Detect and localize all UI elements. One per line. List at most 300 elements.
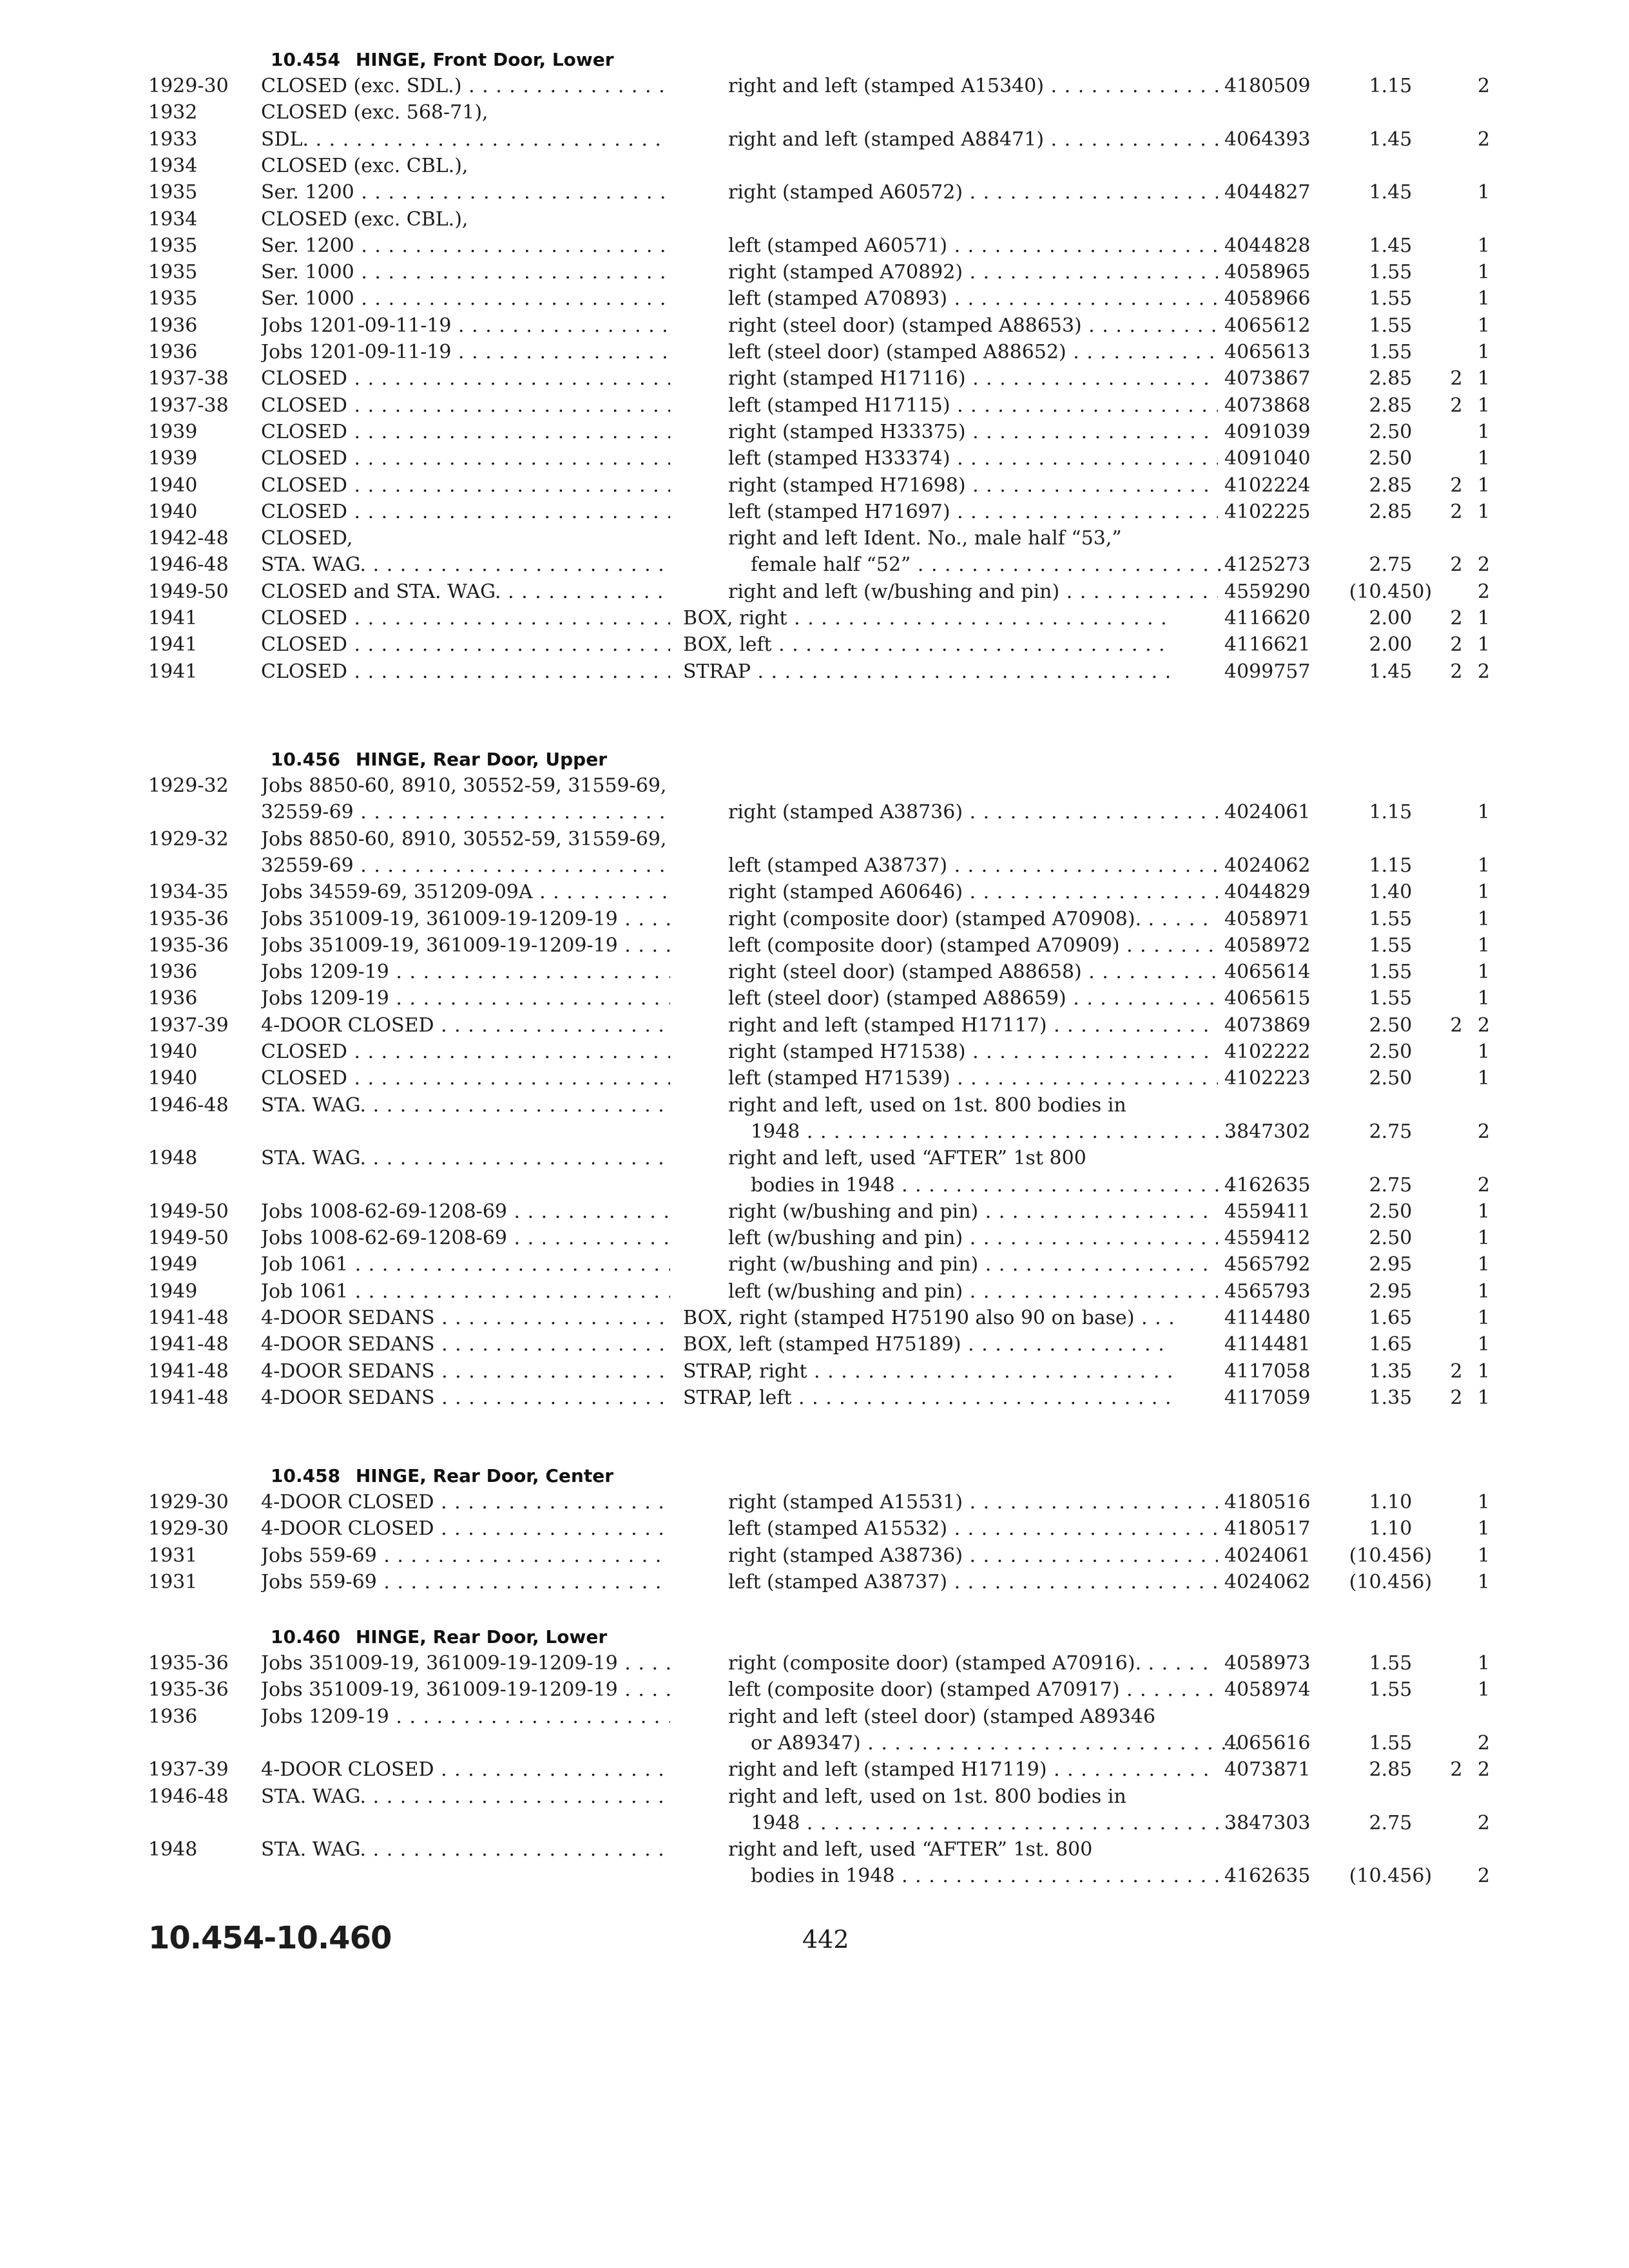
price-cell-text: (10.456) (1349, 1570, 1432, 1593)
year-cell-text: 1941-48 (148, 1360, 229, 1383)
price-cell (1342, 446, 1439, 472)
section-title: HINGE, Rear Door, Upper (355, 749, 608, 770)
quantity-cell (1469, 260, 1498, 285)
quantity-cell (1469, 1490, 1498, 1515)
description-cell (728, 1225, 1218, 1251)
application-cell-text: Jobs 1008-62-69-1208-69 (261, 1200, 507, 1223)
quantity-cell (1469, 286, 1498, 312)
part-number-cell (1224, 1570, 1340, 1595)
part-number-cell-text: 3847303 (1224, 1811, 1311, 1834)
year-cell-text: 1941-48 (148, 1333, 229, 1356)
price-cell-text: 1.45 (1369, 181, 1412, 204)
quantity-cell-text: 2 (1450, 1360, 1463, 1383)
application-cell (261, 1570, 670, 1595)
quantity-cell-text: 2 (1477, 580, 1490, 603)
year-cell-text: 1946-48 (148, 1093, 229, 1117)
quantity-cell-text: 1 (1477, 1333, 1490, 1356)
price-cell-text: 1.10 (1369, 1491, 1412, 1514)
year-cell (148, 153, 258, 179)
price-cell-text: 2.00 (1369, 607, 1412, 629)
description-cell (728, 1066, 1218, 1091)
price-cell-text: 2.85 (1369, 394, 1412, 417)
part-number-cell-text: 4162635 (1224, 1865, 1311, 1888)
part-number-cell (1224, 1305, 1340, 1331)
parts-row (148, 1784, 1514, 1811)
quantity-cell-text: 1 (1477, 633, 1490, 657)
description-cell-text: right (w/bushing and pin) (728, 1253, 979, 1276)
quantity-cell (1443, 552, 1469, 578)
quantity-cell (1469, 1811, 1498, 1836)
part-number-cell (1224, 366, 1340, 392)
part-number-cell-text: 4180509 (1224, 75, 1311, 97)
application-cell-text: STA. WAG. (261, 1838, 367, 1861)
year-cell-text: 1949 (148, 1253, 198, 1276)
part-number-cell-text: 4565792 (1224, 1253, 1311, 1276)
quantity-cell-text: 1 (1477, 1227, 1490, 1250)
application-cell-text: CLOSED (261, 394, 347, 417)
price-cell-text: 2.85 (1369, 367, 1412, 390)
parts-row (148, 853, 1514, 880)
description-cell (728, 73, 1218, 99)
year-cell-text: 1936 (148, 987, 198, 1010)
price-cell (1342, 1516, 1439, 1542)
application-cell-text: 4-DOOR CLOSED (261, 1517, 434, 1541)
year-cell-text: 1942-48 (148, 527, 229, 550)
description-cell (728, 1490, 1218, 1515)
year-cell (148, 606, 258, 631)
description-cell (728, 1837, 1218, 1863)
price-cell-text: (10.456) (1349, 1865, 1432, 1888)
section-number: 10.454 (271, 49, 341, 70)
description-cell-text: left (stamped H17115) (728, 394, 950, 417)
description-cell (751, 1811, 1240, 1836)
application-cell (261, 1516, 670, 1542)
year-cell (148, 1225, 258, 1251)
description-cell-text: right (stamped A60572) (728, 181, 963, 204)
quantity-cell (1469, 1332, 1498, 1358)
application-cell-text: CLOSED (261, 633, 347, 657)
year-cell (148, 1013, 258, 1039)
part-number-cell (1224, 393, 1340, 419)
price-cell-text: 1.55 (1369, 287, 1412, 311)
year-cell (148, 1704, 258, 1730)
parts-row (148, 606, 1514, 633)
application-cell-text: CLOSED and STA. WAG. (261, 580, 501, 603)
quantity-cell (1469, 473, 1498, 499)
description-cell (751, 1863, 1240, 1889)
application-cell-text: Jobs 559-69 (261, 1570, 377, 1593)
description-cell (728, 1093, 1218, 1119)
quantity-cell-text: 2 (1450, 394, 1463, 417)
parts-row (148, 1385, 1514, 1412)
parts-row (148, 579, 1514, 606)
application-cell (261, 127, 670, 153)
quantity-cell-text: 1 (1477, 1517, 1490, 1541)
price-cell-text: 1.45 (1369, 234, 1412, 257)
quantity-cell (1469, 233, 1498, 259)
price-cell (1342, 1757, 1439, 1783)
part-number-cell (1224, 552, 1340, 578)
application-cell-text: 32559-69 (261, 854, 354, 877)
parts-row (148, 1146, 1514, 1173)
year-cell (148, 1490, 258, 1515)
price-cell (1342, 73, 1439, 99)
application-cell (261, 1332, 670, 1358)
quantity-cell (1469, 340, 1498, 365)
application-cell (261, 1225, 670, 1251)
price-cell (1342, 800, 1439, 825)
quantity-cell-text: 2 (1477, 75, 1490, 97)
quantity-cell (1443, 1359, 1469, 1385)
description-cell (728, 1784, 1218, 1810)
price-cell (1342, 1119, 1439, 1145)
quantity-cell-text: 2 (1477, 1731, 1490, 1754)
price-cell (1342, 340, 1439, 365)
year-cell-text: 1941 (148, 607, 198, 629)
quantity-cell-text: 1 (1477, 801, 1490, 824)
year-cell-text: 1937-38 (148, 367, 229, 390)
description-cell (728, 1516, 1218, 1542)
description-cell-text: right and left (stamped A15340) (728, 75, 1045, 97)
price-cell (1342, 473, 1439, 499)
application-cell (261, 1704, 670, 1730)
price-cell-text: 1.55 (1369, 961, 1412, 984)
quantity-cell-text: 1 (1477, 607, 1490, 629)
section-title: HINGE, Rear Door, Center (355, 1465, 614, 1486)
parts-row (148, 153, 1514, 180)
price-cell (1342, 180, 1439, 206)
part-number-cell (1224, 659, 1340, 685)
quantity-cell (1469, 853, 1498, 879)
description-cell (728, 907, 1218, 932)
price-cell-text: 1.65 (1369, 1333, 1412, 1356)
price-cell (1342, 879, 1439, 905)
application-cell-text: Jobs 34559-69, 351209-09A (261, 881, 533, 904)
application-cell-text: CLOSED, (261, 527, 353, 550)
part-number-cell-text: 4116621 (1224, 633, 1311, 657)
year-cell-text: 1941 (148, 660, 198, 683)
year-cell-text: 1935-36 (148, 934, 229, 957)
description-cell (751, 1731, 1240, 1756)
price-cell (1342, 552, 1439, 578)
part-number-cell (1224, 313, 1340, 339)
quantity-cell-text: 1 (1477, 367, 1490, 390)
price-cell (1342, 1677, 1439, 1703)
application-cell (261, 393, 670, 419)
application-cell (261, 499, 670, 525)
application-cell (261, 1066, 670, 1091)
quantity-cell-text: 2 (1477, 660, 1490, 683)
quantity-cell (1469, 1731, 1498, 1756)
year-cell (148, 1332, 258, 1358)
description-cell-text: right (stamped H17116) (728, 367, 966, 390)
description-cell-text: left (stamped H71697) (728, 500, 950, 523)
application-cell (261, 552, 670, 578)
description-cell-text: right (steel door) (stamped A88658) (728, 961, 1082, 984)
application-cell-text: CLOSED (exc. CBL.), (261, 154, 468, 177)
price-cell (1342, 1811, 1439, 1836)
parts-row (148, 1093, 1514, 1120)
quantity-cell-text: 1 (1477, 961, 1490, 984)
quantity-cell-text: 2 (1477, 1811, 1490, 1834)
quantity-cell (1469, 986, 1498, 1012)
year-cell (148, 1570, 258, 1595)
application-cell-text: Ser. 1000 (261, 287, 354, 311)
quantity-cell-text: 2 (1477, 1758, 1490, 1782)
part-number-cell (1224, 933, 1340, 959)
application-cell (261, 1385, 670, 1411)
quantity-cell-text: 1 (1477, 341, 1490, 363)
quantity-cell (1469, 1199, 1498, 1225)
application-cell (261, 340, 670, 365)
application-cell (261, 419, 670, 445)
price-cell-text: 1.55 (1369, 1678, 1412, 1702)
quantity-cell-text: 1 (1477, 934, 1490, 957)
price-cell (1342, 499, 1439, 525)
description-cell-text: left (stamped A15532) (728, 1517, 948, 1541)
part-number-cell (1224, 1731, 1340, 1756)
part-number-cell-text: 4024062 (1224, 854, 1311, 877)
quantity-cell (1469, 1225, 1498, 1251)
year-cell (148, 340, 258, 365)
year-cell-text: 1940 (148, 500, 198, 523)
description-cell (683, 1359, 1173, 1385)
price-cell (1342, 986, 1439, 1012)
parts-row (148, 1199, 1514, 1226)
price-cell-text: 1.35 (1369, 1360, 1412, 1383)
price-cell-text: 1.55 (1369, 907, 1412, 930)
part-number-cell (1224, 907, 1340, 932)
description-cell-text: BOX, right (683, 607, 787, 629)
part-number-cell-text: 4559412 (1224, 1227, 1311, 1250)
description-cell-text: or A89347) (751, 1731, 861, 1754)
parts-row (148, 1039, 1514, 1066)
quantity-cell-text: 2 (1450, 660, 1463, 683)
quantity-cell-text: 1 (1477, 261, 1490, 284)
price-cell-text: 2.95 (1369, 1280, 1412, 1303)
parts-row (148, 313, 1514, 340)
part-number-cell (1224, 1199, 1340, 1225)
quantity-cell (1469, 1570, 1498, 1595)
description-cell (728, 1146, 1218, 1171)
parts-row (148, 1332, 1514, 1359)
quantity-cell-text: 2 (1450, 1758, 1463, 1782)
description-cell-text: right and left (stamped A88471) (728, 128, 1045, 151)
parts-row (148, 1757, 1514, 1784)
parts-row (148, 1677, 1514, 1704)
application-cell-text: CLOSED (exc. CBL.), (261, 207, 468, 231)
year-cell-text: 1929-30 (148, 1491, 229, 1514)
description-cell (728, 393, 1218, 419)
parts-row (148, 907, 1514, 934)
application-cell-text: Jobs 1201-09-11-19 (261, 341, 452, 363)
part-number-cell (1224, 1066, 1340, 1091)
part-number-cell-text: 4180517 (1224, 1517, 1311, 1541)
description-cell-text: female half “52” (751, 553, 911, 577)
footer-section-range: 10.454-10.460 (148, 1920, 392, 1956)
description-cell (751, 1173, 1240, 1198)
application-cell (261, 1252, 670, 1278)
year-cell-text: 1939 (148, 447, 198, 470)
quantity-cell-text: 2 (1477, 1865, 1490, 1888)
part-number-cell-text: 4065616 (1224, 1731, 1311, 1754)
price-cell (1342, 127, 1439, 153)
parts-row (148, 1173, 1514, 1200)
year-cell-text: 1936 (148, 314, 198, 337)
description-cell-text: left (stamped A38737) (728, 1570, 948, 1593)
year-cell (148, 632, 258, 658)
quantity-cell (1469, 1359, 1498, 1385)
year-cell-text: 1937-39 (148, 1014, 229, 1037)
quantity-cell (1443, 659, 1469, 685)
quantity-cell (1469, 879, 1498, 905)
quantity-cell (1469, 1173, 1498, 1198)
price-cell (1342, 659, 1439, 685)
year-cell-text: 1948 (148, 1147, 198, 1170)
parts-row (148, 827, 1514, 854)
part-number-cell (1224, 419, 1340, 445)
description-cell-text: right (w/bushing and pin) (728, 1200, 979, 1223)
description-cell-text: right (composite door) (stamped A70908). (728, 907, 1142, 930)
price-cell (1342, 1359, 1439, 1385)
application-cell (261, 446, 670, 472)
part-number-cell-text: 4058973 (1224, 1652, 1311, 1675)
application-cell-text: CLOSED (261, 660, 347, 683)
price-cell (1342, 1013, 1439, 1039)
description-cell (728, 1677, 1218, 1703)
application-cell (261, 1651, 670, 1677)
part-number-cell-text: 4117058 (1224, 1360, 1311, 1383)
application-cell (261, 1490, 670, 1515)
quantity-cell-text: 1 (1477, 854, 1490, 877)
year-cell-text: 1935-36 (148, 1678, 229, 1702)
part-number-cell (1224, 233, 1340, 259)
price-cell (1342, 579, 1439, 605)
quantity-cell-text: 1 (1477, 287, 1490, 311)
application-cell (261, 1199, 670, 1225)
quantity-cell-text: 1 (1477, 1491, 1490, 1514)
parts-row (148, 260, 1514, 287)
year-cell-text: 1929-32 (148, 827, 229, 850)
application-cell-text: Ser. 1200 (261, 234, 354, 257)
year-cell (148, 207, 258, 233)
description-cell (728, 579, 1218, 605)
description-cell-text: left (stamped A70893) (728, 287, 948, 311)
part-number-cell (1224, 1490, 1340, 1515)
price-cell (1342, 606, 1439, 631)
price-cell (1342, 1570, 1439, 1595)
quantity-cell-text: 1 (1477, 1652, 1490, 1675)
parts-row (148, 1225, 1514, 1253)
year-cell (148, 286, 258, 312)
part-number-cell-text: 4073868 (1224, 394, 1311, 417)
application-cell (261, 1837, 670, 1863)
quantity-cell (1443, 632, 1469, 658)
description-cell-text: right and left, used “AFTER” 1st. 800 (728, 1838, 1093, 1861)
year-cell-text: 1934 (148, 207, 198, 231)
price-cell-text: 1.55 (1369, 314, 1412, 337)
year-cell (148, 827, 258, 852)
year-cell (148, 1066, 258, 1091)
year-cell-text: 1931 (148, 1544, 198, 1567)
description-cell-text: right (stamped A38736) (728, 1544, 963, 1567)
description-cell-text: STRAP, right (683, 1360, 807, 1383)
part-number-cell (1224, 1332, 1340, 1358)
parts-row (148, 659, 1514, 686)
quantity-cell (1469, 1305, 1498, 1331)
part-number-cell-text: 4559290 (1224, 580, 1311, 603)
part-number-cell (1224, 800, 1340, 825)
application-cell-text: Jobs 1209-19 (261, 961, 389, 984)
year-cell-text: 1935 (148, 234, 198, 257)
description-cell (683, 1305, 1173, 1331)
application-cell (261, 659, 670, 685)
parts-row (148, 1490, 1514, 1517)
quantity-cell (1469, 552, 1498, 578)
quantity-cell (1469, 1757, 1498, 1783)
quantity-cell-text: 2 (1450, 500, 1463, 523)
application-cell-text: STA. WAG. (261, 1785, 367, 1808)
part-number-cell (1224, 853, 1340, 879)
quantity-cell (1469, 499, 1498, 525)
part-number-cell-text: 4102224 (1224, 474, 1311, 497)
description-cell (728, 1013, 1218, 1039)
year-cell-text: 1931 (148, 1570, 198, 1593)
part-number-cell (1224, 632, 1340, 658)
description-cell-text: right (composite door) (stamped A70916). (728, 1652, 1142, 1675)
quantity-cell (1443, 473, 1469, 499)
part-number-cell-text: 4162635 (1224, 1173, 1311, 1196)
price-cell-text: 1.40 (1369, 881, 1412, 904)
year-cell (148, 1677, 258, 1703)
parts-row (148, 632, 1514, 659)
description-cell (683, 1385, 1173, 1411)
application-cell (261, 73, 670, 99)
part-number-cell-text: 4058974 (1224, 1678, 1311, 1702)
application-cell (261, 366, 670, 392)
price-cell-text: 1.45 (1369, 128, 1412, 151)
year-cell (148, 1543, 258, 1569)
year-cell (148, 1039, 258, 1065)
part-number-cell-text: 4114480 (1224, 1307, 1311, 1329)
parts-row (148, 1305, 1514, 1332)
price-cell-text: (10.456) (1349, 1544, 1432, 1567)
quantity-cell (1443, 1385, 1469, 1411)
application-cell-text: Jobs 351009-19, 361009-19-1209-19 (261, 1678, 618, 1702)
description-cell-text: right and left, used “AFTER” 1st 800 (728, 1147, 1086, 1170)
description-cell-text: right and left, used on 1st. 800 bodies in (728, 1093, 1126, 1117)
price-cell (1342, 1279, 1439, 1305)
part-number-cell-text: 4073869 (1224, 1014, 1311, 1037)
part-number-cell (1224, 1039, 1340, 1065)
quantity-cell (1469, 446, 1498, 472)
part-number-cell-text: 4024061 (1224, 1544, 1311, 1567)
application-cell (261, 632, 670, 658)
application-cell-text: Jobs 1209-19 (261, 1705, 389, 1728)
year-cell (148, 579, 258, 605)
price-cell-text: 1.55 (1369, 1731, 1412, 1754)
application-cell (261, 800, 670, 825)
application-cell-text: 4-DOOR SEDANS (261, 1307, 435, 1329)
description-cell-text: right and left Ident. No., male half “53,” (728, 527, 1122, 550)
parts-row (148, 100, 1514, 127)
price-cell (1342, 233, 1439, 259)
year-cell (148, 907, 258, 932)
quantity-cell-text: 1 (1477, 1041, 1490, 1063)
application-cell-text: 4-DOOR CLOSED (261, 1014, 434, 1037)
application-cell (261, 180, 670, 206)
year-cell (148, 879, 258, 905)
